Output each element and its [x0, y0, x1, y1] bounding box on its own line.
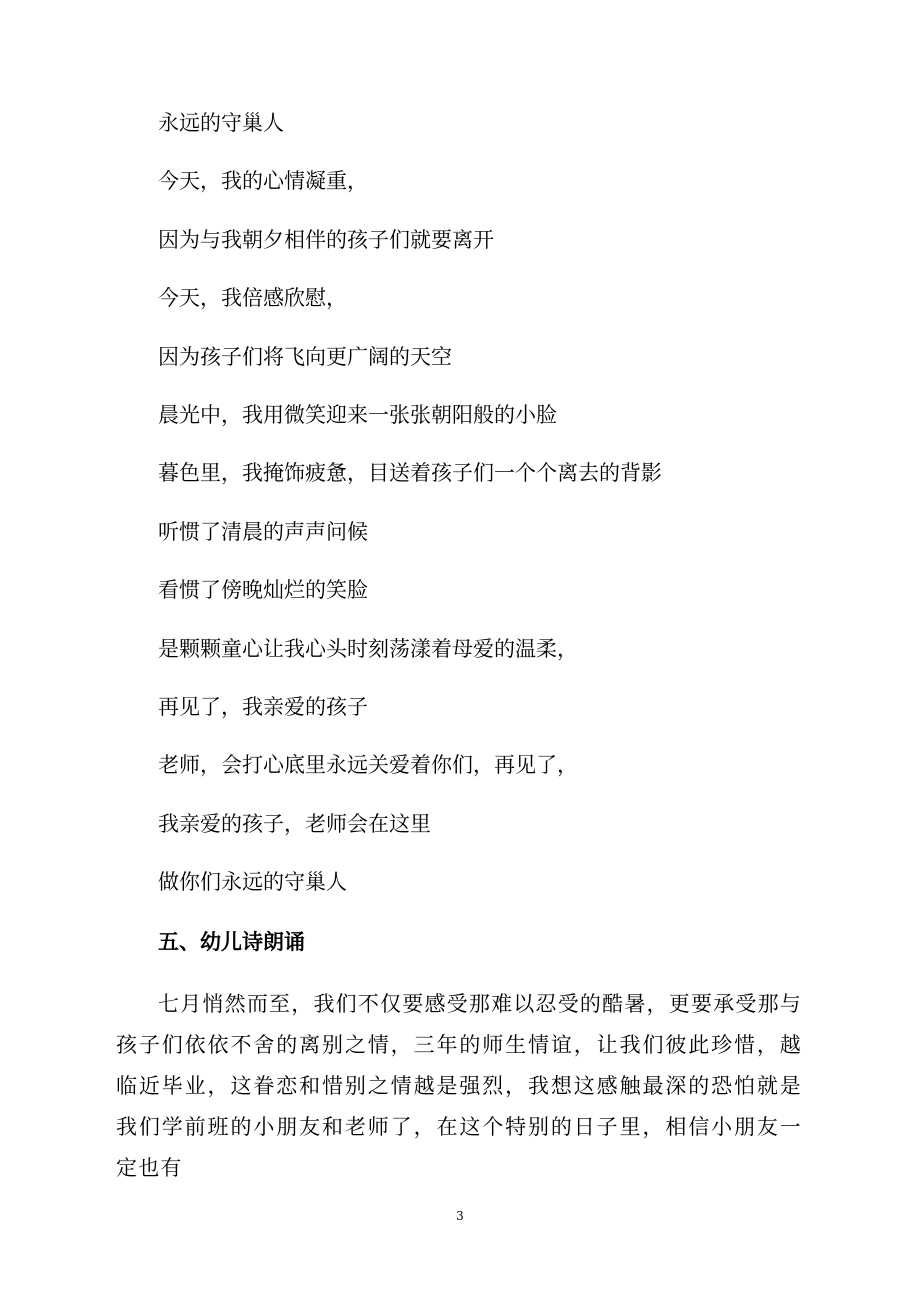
- poem-line: 做你们永远的守巢人: [158, 870, 347, 895]
- page-number: 3: [456, 1209, 464, 1223]
- body-paragraph: 七月悄然而至，我们不仅要感受那难以忍受的酷暑，更要承受那与孩子们依依不舍的离别之情，三年的师生情谊，让我们彼此珍惜，越临近毕业，这眷恋和惜别之情越是强烈，我想这感触最深的恐怕就是我们学前班的小朋友和老师了，在这个特别的日子里，相信小朋友一定也有: [116, 992, 802, 1180]
- section-heading: 五、幼儿诗朗诵: [158, 930, 305, 954]
- poem-line: 今天，我倍感欣慰，: [158, 286, 347, 311]
- poem-line: 因为与我朝夕相伴的孩子们就要离开: [158, 227, 494, 252]
- poem-line: 是颗颗童心让我心头时刻荡漾着母爱的温柔，: [158, 636, 578, 661]
- poem-line: 老师，会打心底里永远关爱着你们，再见了，: [158, 753, 578, 778]
- poem-line: 晨光中，我用微笑迎来一张张朝阳般的小脸: [158, 402, 557, 427]
- poem-line: 今天，我的心情凝重，: [158, 169, 368, 194]
- poem-line: 再见了，我亲爱的孩子: [158, 694, 368, 719]
- poem-line: 我亲爱的孩子，老师会在这里: [158, 811, 431, 836]
- poem: [158, 108, 838, 925]
- poem-line: 看惯了傍晚灿烂的笑脸: [158, 578, 368, 603]
- poem-line: 因为孩子们将飞向更广阔的天空: [158, 344, 452, 369]
- poem-line: 听惯了清晨的声声问候: [158, 519, 368, 544]
- poem-line: 暮色里，我掩饰疲惫，目送着孩子们一个个离去的背影: [158, 461, 662, 486]
- poem-line: 永远的守巢人: [158, 111, 284, 135]
